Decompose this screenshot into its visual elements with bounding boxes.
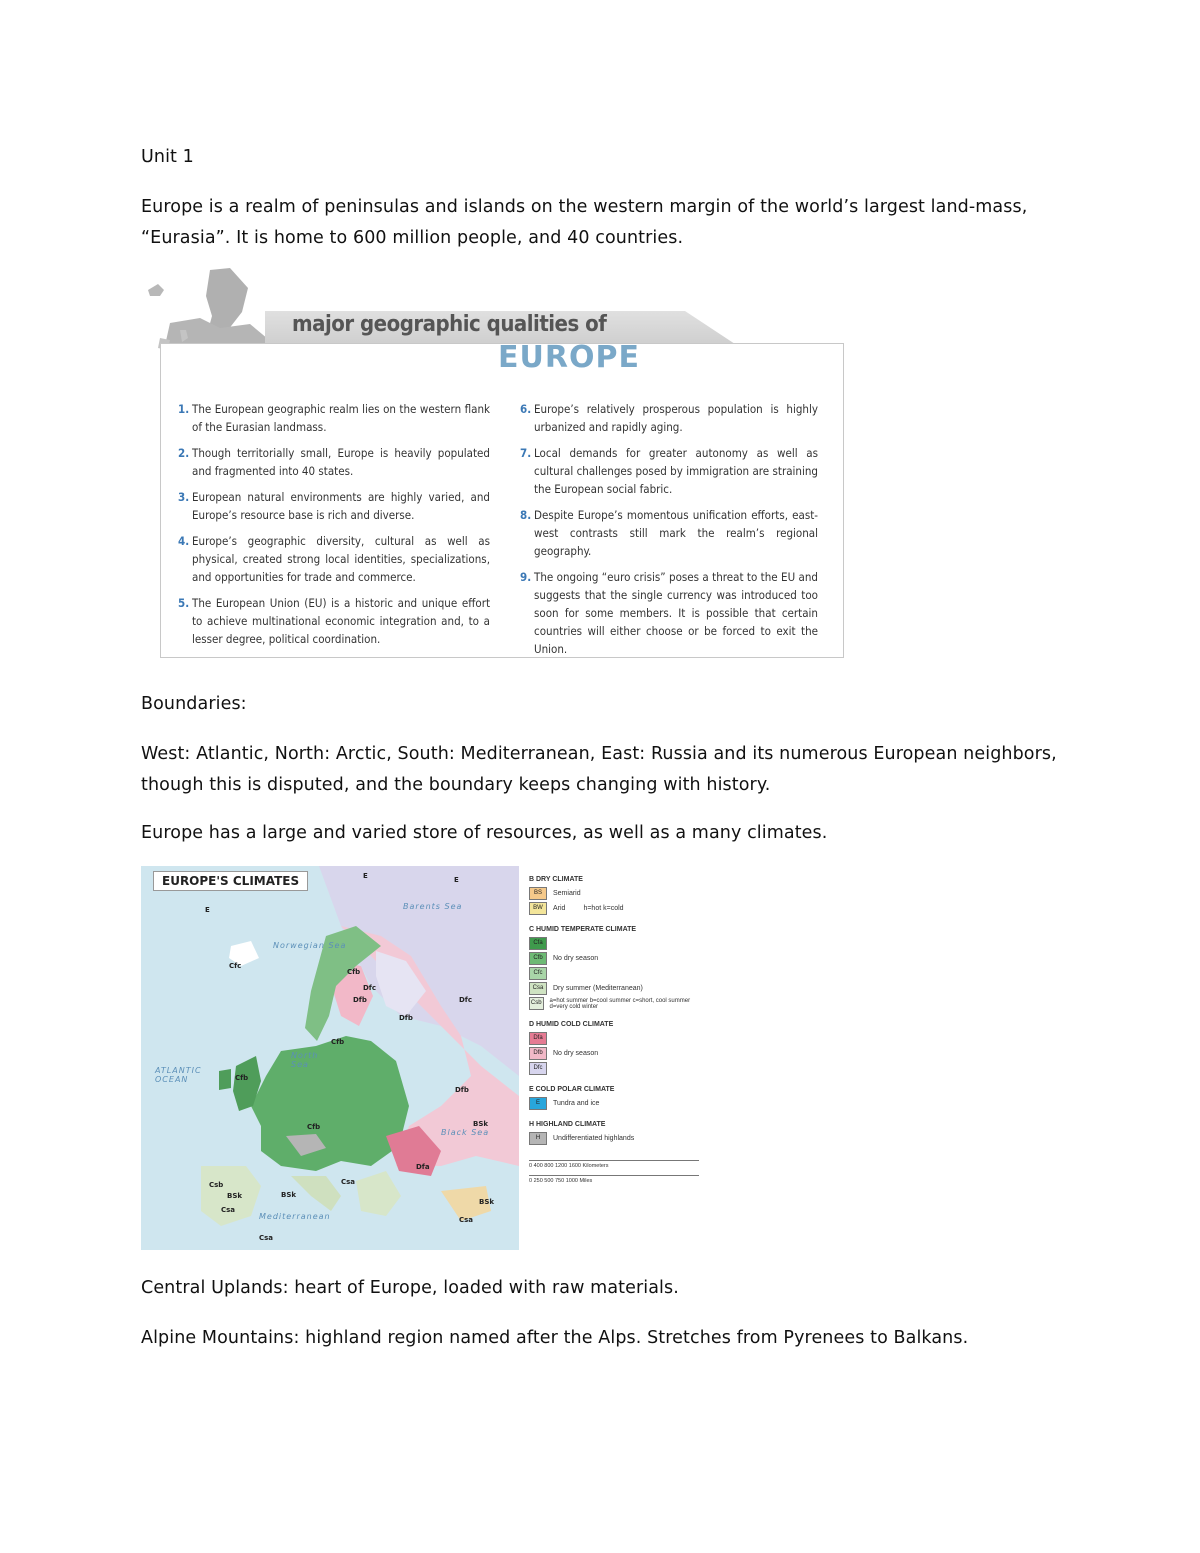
quality-item: 1. The European geographic realm lies on the western flank of the Eurasian landmass. — [178, 402, 490, 434]
qualities-title: EUROPE — [498, 340, 640, 375]
quality-item: 2. Though territorially small, Europe is heavily populated and fragmented into 40 states. — [178, 446, 490, 478]
unit-title: Unit 1 — [141, 147, 194, 167]
map-label: Cfb — [235, 1074, 249, 1082]
qualities-list-left — [178, 400, 490, 656]
map-label: Dfb — [353, 996, 367, 1004]
legend-heading-highland: H HIGHLAND CLIMATE — [529, 1121, 606, 1128]
climate-map — [141, 866, 519, 1250]
legend-row: Cfc — [529, 966, 699, 981]
climate-legend — [529, 874, 699, 1184]
quality-item: 3. European natural environments are highly varied, and Europe’s resource base is rich and diverse. — [178, 490, 490, 522]
alpine-paragraph: Alpine Mountains: highland region named after the Alps. Stretches from Pyrenees to Balkans. — [141, 1328, 969, 1348]
map-label: BSk — [479, 1198, 495, 1206]
map-label: Dfc — [363, 984, 377, 992]
map-label: Dfc — [459, 996, 473, 1004]
legend-heading-temperate: C HUMID TEMPERATE CLIMATE — [529, 926, 637, 933]
map-label: E — [205, 906, 210, 914]
legend-heading-dry: B DRY CLIMATE — [529, 876, 583, 883]
legend-row: Cfa — [529, 936, 699, 951]
sea-label-mediterranean: Mediterranean — [259, 1212, 331, 1221]
map-label: BSk — [227, 1192, 243, 1200]
legend-row: E Tundra and ice — [529, 1096, 699, 1111]
legend-row: Dfa — [529, 1031, 699, 1046]
map-label: Cfb — [307, 1123, 321, 1131]
sea-label-black: Black Sea — [441, 1128, 490, 1137]
quality-item: 4. Europe’s geographic diversity, cultural as well as physical, created strong local identities, specializations, and opportunities for trade and commerce. — [178, 534, 490, 584]
map-label: BSk — [281, 1191, 297, 1199]
map-label: Dfb — [399, 1014, 413, 1022]
map-label: Csa — [341, 1178, 356, 1186]
legend-row: Dfc — [529, 1061, 699, 1076]
legend-row: Cfb No dry season — [529, 951, 699, 966]
resources-paragraph: Europe has a large and varied store of resources, as well as a many climates. — [141, 823, 828, 843]
climate-map-title: EUROPE'S CLIMATES — [153, 871, 308, 891]
qualities-banner-text: major geographic qualities of — [292, 312, 607, 337]
central-uplands-paragraph: Central Uplands: heart of Europe, loaded with raw materials. — [141, 1278, 679, 1298]
scale-bar-km: 0 400 800 1200 1600 Kilometers — [529, 1160, 699, 1169]
map-label: Csb — [209, 1181, 224, 1189]
map-label: Dfa — [416, 1163, 430, 1171]
qualities-figure — [140, 268, 852, 660]
qualities-list-right — [520, 400, 818, 666]
quality-item: 6. Europe’s relatively prosperous population is highly urbanized and rapidly aging. — [520, 402, 818, 434]
legend-heading-cold: D HUMID COLD CLIMATE — [529, 1021, 614, 1028]
map-label: BSk — [473, 1120, 489, 1128]
legend-row: Csb a=hot summer b=cool summer c=short, cool summer d=very cold winter — [530, 997, 691, 1010]
map-label: E — [454, 876, 459, 884]
quality-item: 7. Local demands for greater autonomy as well as cultural challenges posed by immigration are straining the European social fabric. — [520, 446, 818, 496]
map-label: Cfb — [347, 968, 361, 976]
boundaries-paragraph: West: Atlantic, North: Arctic, South: Mediterranean, East: Russia and its numerous European neighbors, though this is disputed, and the boundary keeps changing with history. — [141, 744, 1057, 795]
sea-label-barents: Barents Sea — [403, 902, 463, 911]
sea-label-north: North Sea — [291, 1051, 319, 1069]
scale-bar-mi: 0 250 500 750 1000 Miles — [529, 1175, 699, 1184]
legend-row: H Undifferentiated highlands — [529, 1131, 699, 1146]
map-label: Csa — [221, 1206, 236, 1214]
quality-item: 8. Despite Europe’s momentous unification efforts, east-west contrasts still mark the realm’s regional geography. — [520, 508, 818, 558]
legend-row: Dfb No dry season — [529, 1046, 699, 1061]
legend-heading-polar: E COLD POLAR CLIMATE — [529, 1086, 615, 1093]
map-label: Csa — [259, 1234, 274, 1242]
quality-item: 5. The European Union (EU) is a historic and unique effort to achieve multinational economic integration and, to a lesser degree, political coordination. — [178, 596, 490, 646]
map-label: Dfb — [455, 1086, 469, 1094]
map-label: Csa — [459, 1216, 474, 1224]
sea-label-atlantic: ATLANTIC OCEAN — [155, 1066, 202, 1084]
intro-paragraph: Europe is a realm of peninsulas and islands on the western margin of the world’s largest land-mass, “Eurasia”. It is home to 600 million people, and 40 countries. — [141, 197, 1028, 248]
legend-row: Csa Dry summer (Mediterranean) — [529, 981, 699, 996]
quality-item: 9. The ongoing “euro crisis” poses a threat to the EU and suggests that the single currency was introduced too soon for some members. It is possible that certain countries will either choose or be forced to exit the Union. — [520, 570, 818, 656]
sea-label-norwegian: Norwegian Sea — [273, 941, 347, 950]
map-label: Cfc — [229, 962, 242, 970]
legend-row: BS Semiarid — [529, 886, 699, 901]
map-label: E — [363, 872, 368, 880]
map-label: Cfb — [331, 1038, 345, 1046]
boundaries-heading: Boundaries: — [141, 694, 247, 714]
climate-figure — [141, 866, 699, 1250]
legend-row: BW Arid h=hot k=cold — [529, 901, 699, 916]
